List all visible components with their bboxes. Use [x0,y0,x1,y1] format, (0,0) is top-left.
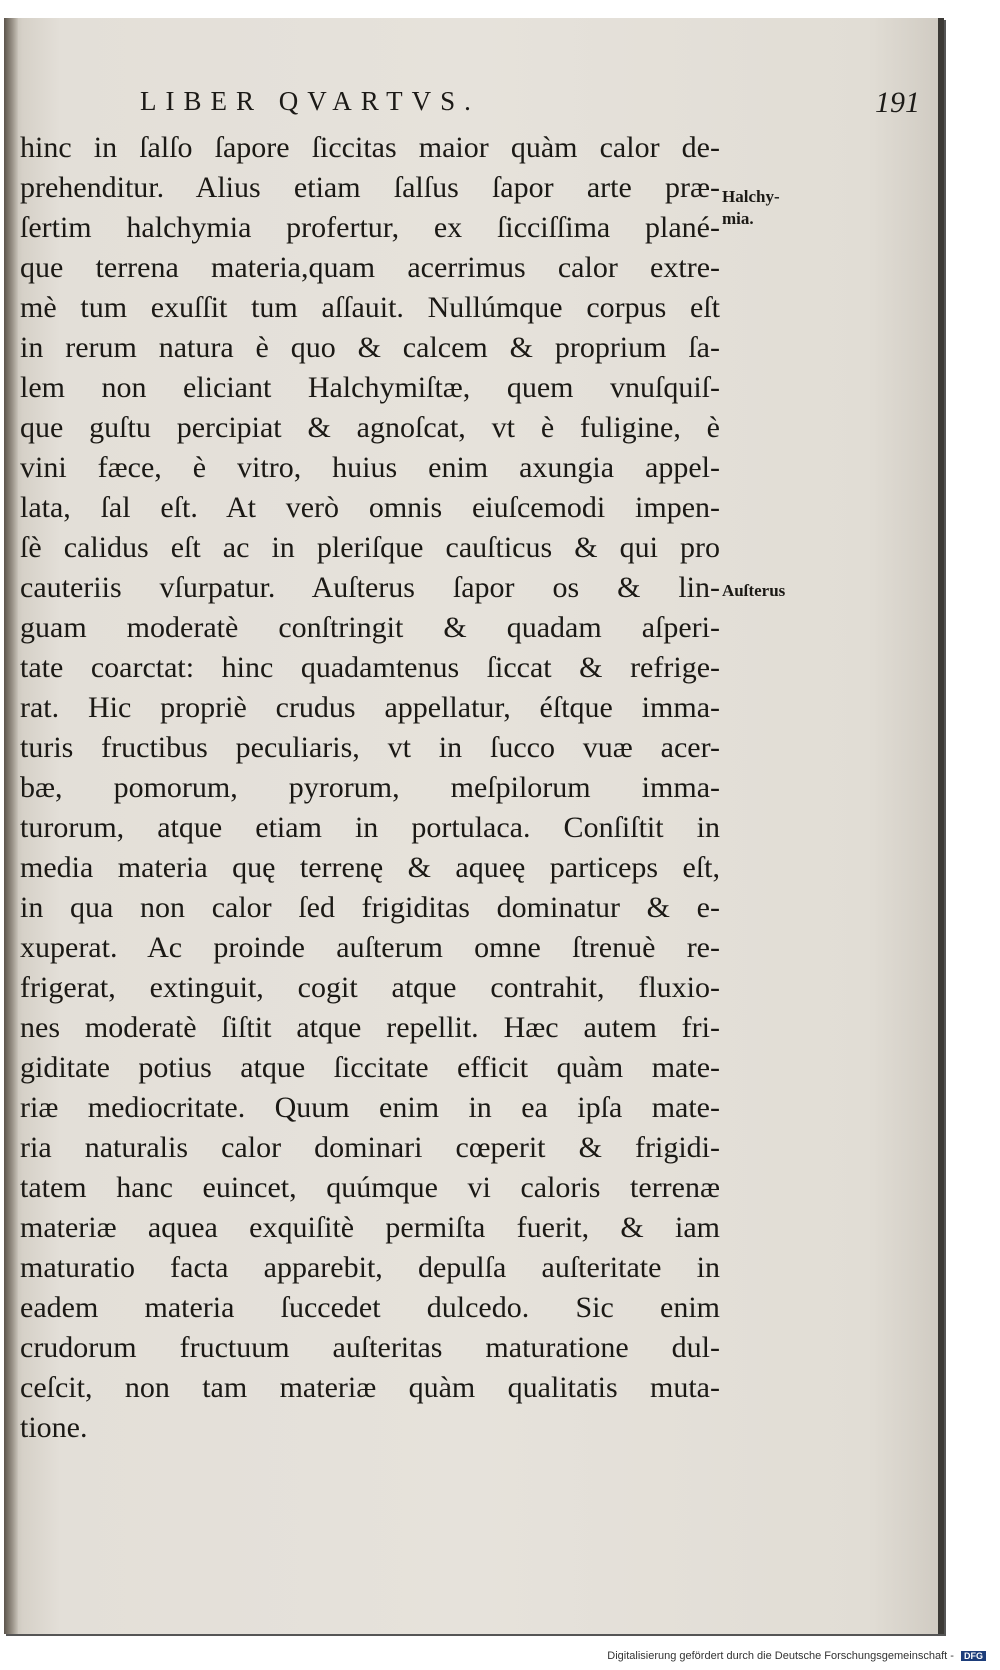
text-line: prehenditur. Alius etiam ſalſus ſapor arte præ- [20,171,720,204]
text-line: que terrena materia,quam acerrimus calor extre- [20,251,720,284]
text-line: crudorum fructuum auſteritas maturatione dul- [20,1331,720,1364]
text-line: guam moderatè conſtringit & quadam aſperi- [20,611,720,644]
page-gutter [4,18,18,1634]
marginal-note-line: Auſterus [722,581,786,600]
text-line: media materia quę terrenę & aqueę particeps eſt, [20,851,720,884]
text-line: nes moderatè ſiſtit atque repellit. Hæc autem fri- [20,1011,720,1044]
text-line: ſè calidus eſt ac in pleriſque cauſticus & qui pro [20,531,720,564]
text-line: ceſcit, non tam materiæ quàm qualitatis muta- [20,1371,720,1404]
text-line: turis fructibus peculiaris, vt in ſucco vuæ acer- [20,731,720,764]
text-line: frigerat, extinguit, cogit atque contrahit, fluxio- [20,971,720,1004]
text-line: rat. Hic propriè crudus appellatur, éſtque imma- [20,691,720,724]
page-number: 191 [875,86,920,119]
marginal-note-austerus [722,580,822,602]
text-line: maturatio facta apparebit, depulſa auſteritate in [20,1251,720,1284]
text-line: hinc in ſalſo ſapore ſiccitas maior quàm calor de- [20,131,720,164]
digitization-credit [607,1650,986,1662]
body-text [20,128,720,1448]
dfg-logo: DFG [961,1651,986,1661]
text-line: turorum, atque etiam in portulaca. Conſiſtit in [20,811,720,844]
text-line: vini fæce, è vitro, huius enim axungia appel- [20,451,720,484]
text-line: lata, ſal eſt. At verò omnis eiuſcemodi impen- [20,491,720,524]
text-line: que guſtu percipiat & agnoſcat, vt è fuligine, è [20,411,720,444]
text-line: in rerum natura è quo & calcem & proprium ſa- [20,331,720,364]
text-line: ria naturalis calor dominari cœperit & frigidi- [20,1131,720,1164]
text-line: ſertim halchymia profertur, ex ſicciſſima plané- [20,211,720,244]
text-line: in qua non calor ſed frigiditas dominatur & e- [20,891,720,924]
marginal-note-halchymia [722,186,822,230]
text-line: tione. [20,1411,88,1444]
text-line: mè tum exuſſit tum aſſauit. Nullúmque corpus eſt [20,291,720,324]
text-line: riæ mediocritate. Quum enim in ea ipſa mate- [20,1091,720,1124]
text-line: tate coarctat: hinc quadamtenus ſiccat & refrige- [20,651,720,684]
marginal-note-line: Halchy- [722,187,780,206]
text-line: bæ, pomorum, pyrorum, meſpilorum imma- [20,771,720,804]
marginal-note-line: mia. [722,209,754,228]
text-line: giditate potius atque ſiccitate efficit quàm mate- [20,1051,720,1084]
text-line: xuperat. Ac proinde auſterum omne ſtrenuè re- [20,931,720,964]
text-line: materiæ aquea exquiſitè permiſta fuerit, & iam [20,1211,720,1244]
text-line: eadem materia ſuccedet dulcedo. Sic enim [20,1291,720,1324]
page-header [140,86,920,126]
running-head: LIBER QVARTVS. [140,86,480,116]
text-line: lem non eliciant Halchymiſtæ, quem vnuſquiſ- [20,371,720,404]
footer-text: Digitalisierung gefördert durch die Deutsche Forschungsgemeinschaft - [607,1650,954,1662]
text-line: tatem hanc euincet, quúmque vi caloris terrenæ [20,1171,720,1204]
text-line: cauteriis vſurpatur. Auſterus ſapor os & lin- [20,571,720,604]
